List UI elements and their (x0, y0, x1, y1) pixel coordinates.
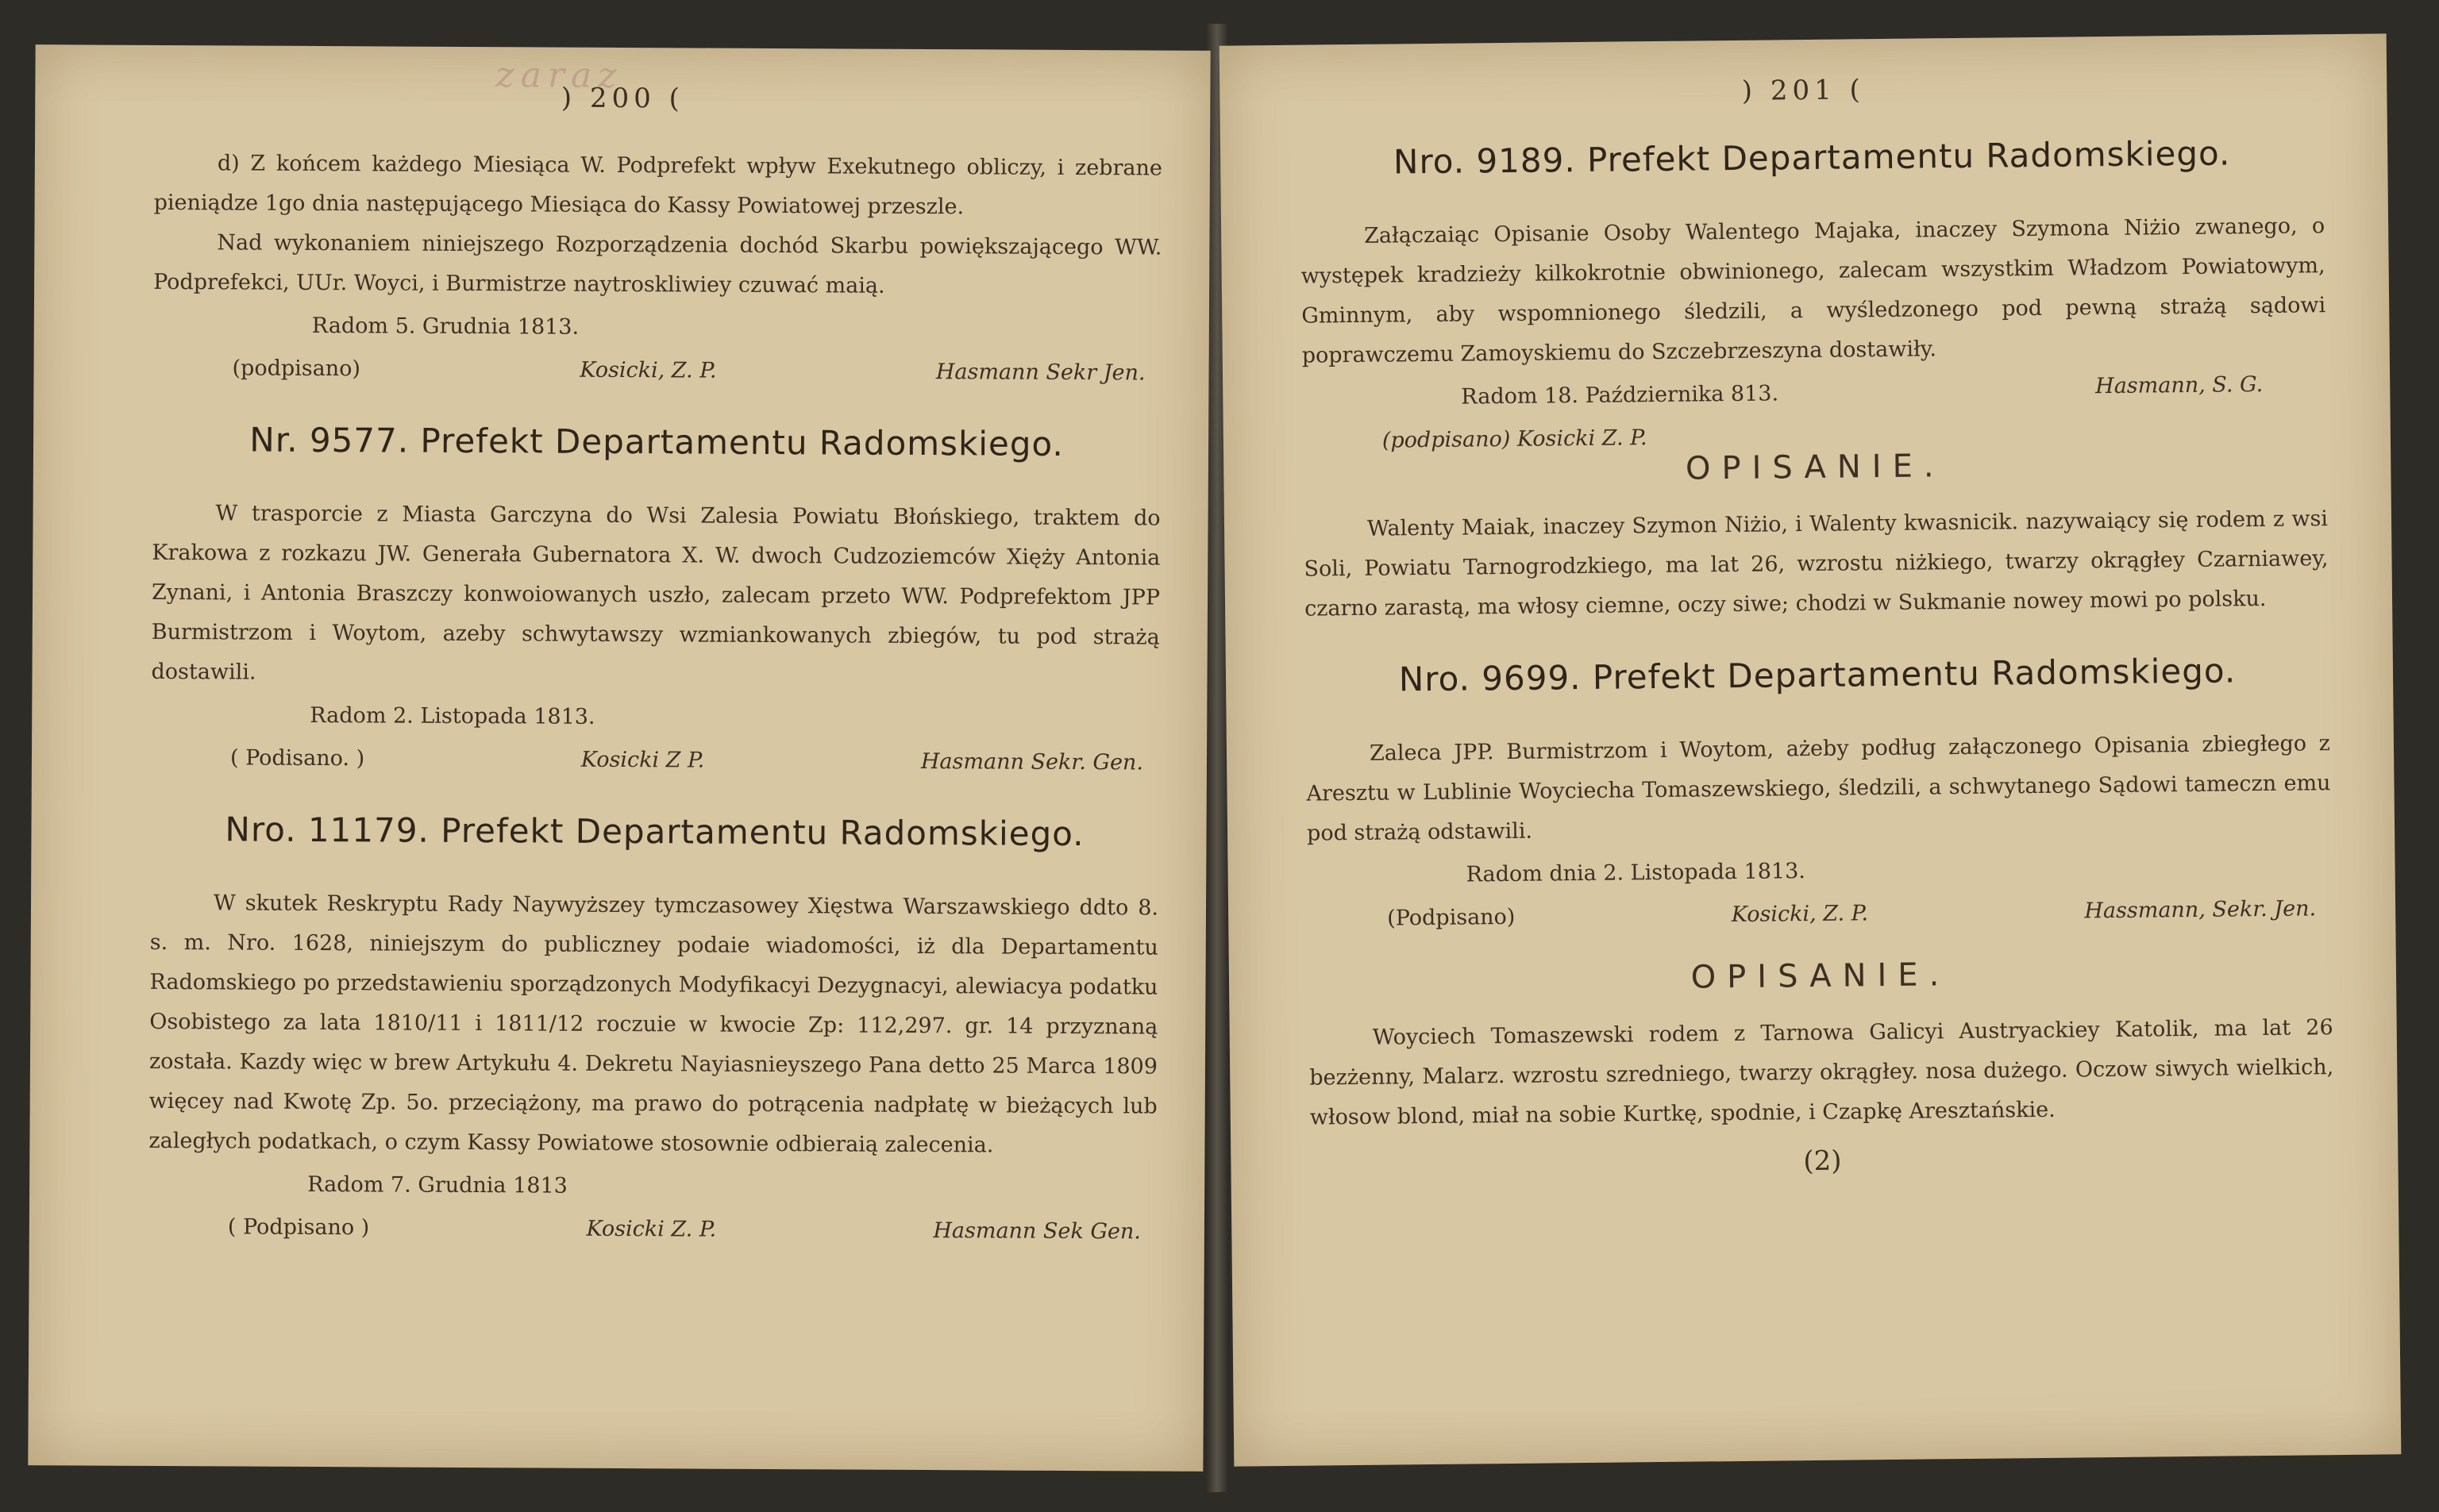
description-paragraph: Walenty Maiak, inaczey Szymon Niżio, i Walenty kwasnicik. nazywaiący się rodem z wsi Soli, Powiatu Tarnogrodzkiego, ma lat 26, wzrostu niżkiego, twarzy okrągłey Czarniawey, czarno zarastą, ma włosy ciemne, oczy siwe; chodzi w Sukmanie nowey mowi po polsku. (1304, 506, 2329, 621)
signature-line (148, 1207, 1157, 1252)
signature-secretary: Hassmann, Sekr. Jen. (2084, 896, 2317, 924)
decree-paragraph: d) Z końcem każdego Miesiąca W. Podprefekt wpływ Exekutnego obliczy, i zebrane pieniądze 1go dnia następującego Miesiąca do Kassy Powiatowej przeszle. (153, 151, 1162, 220)
decree-heading: Nro. 9699. Prefekt Departamentu Radomskiego. (1398, 651, 2237, 699)
decree-heading: Nro. 9189. Prefekt Departamentu Radomskiego. (1393, 133, 2231, 182)
decree-date: Radom 18. Października 813. (1461, 381, 1779, 410)
signature-label: ( Podpisano ) (227, 1214, 370, 1241)
ink-mark: zaraz (495, 55, 623, 97)
signature-label: (podpisano) (232, 356, 361, 382)
signature-name: Kosicki Z. P. (586, 1216, 717, 1242)
signature-mark: (2) (1803, 1145, 1842, 1178)
page-number-left: ) 200 ( (561, 82, 684, 115)
signature-secretary: Hasmann Sekr. Gen. (920, 748, 1144, 775)
signature-label: ( Podisano. ) (229, 745, 365, 771)
decree-heading: Nro. 11179. Prefekt Departamentu Radomskiego. (225, 810, 1085, 854)
decree-paragraph: W trasporcie z Miasta Garczyna do Wsi Zalesia Powiatu Błońskiego, traktem do Krakowa z rozkazu JW. Generała Gubernatora X. W. dwoch Cudzoziemców Xięży Antonia Zynani, i Antonia Braszczy konwoiowanych uszło, zalecam przeto WW. Podprefektom JPP Burmistrzom i Woytom, azeby schwytawszy wzmiankowanych zbiegów, tu pod strażą dostawili. (151, 501, 1161, 685)
signature-name: Kosicki, Z. P. (1731, 901, 1869, 928)
description-paragraph: Woyciech Tomaszewski rodem z Tarnowa Galicyi Austryackiey Katolik, ma lat 26 bezżenny, Malarz. wzrostu szredniego, twarzy okrągłey. nosa dużego. Oczow siwych wielkich, włosow blond, miał na sobie Kurtkę, spodnie, i Czapkę Aresztańskie. (1309, 1015, 2334, 1130)
signature-line (151, 738, 1159, 783)
decree-paragraph: Zaleca JPP. Burmistrzom i Woytom, ażeby podług załączonego Opisania zbiegłego z Aresztu w Lublinie Woyciecha Tomaszewskiego, śledzili, a schwytanego Sądowi tameczn emu pod strażą odstawili. (1306, 731, 2331, 846)
signature-secretary: Hasmann Sek Gen. (933, 1218, 1141, 1245)
right-page (1220, 33, 2402, 1466)
decree-date: Radom 2. Listopada 1813. (310, 702, 595, 729)
description-heading: OPISANIE. (1690, 956, 1951, 996)
right-page-content (1220, 132, 2399, 1183)
page-number-right: ) 201 ( (1741, 74, 1866, 107)
signature-name: (podpisano) Kosicki Z. P. (1381, 425, 1647, 453)
signature-secretary: Hasmann Sekr Jen. (935, 360, 1146, 386)
decree-date: Radom 7. Grudnia 1813 (307, 1172, 568, 1198)
decree-heading: Nr. 9577. Prefekt Departamentu Radomskiego. (249, 420, 1064, 464)
signature-line (1308, 889, 2332, 940)
left-page-content (29, 143, 1210, 1252)
decree-paragraph: W skutek Reskryptu Rady Naywyższey tymczasowey Xięstwa Warszawskiego ddto 8. s. m. Nro. 1628, niniejszym do publiczney podaie wiadomości, iż dla Departamentu Radomskiego po przedstawieniu sporządzonych Modyfikacyi Dezygnacyi, alewiacya podatku Osobistego za lata 1810/11 i 1811/12 roczuie w kwocie Zp: 112,297. gr. 14 przyznaną została. Kazdy więc w brew Artykułu 4. Dekretu Nayiasnieyszego Pana detto 25 Marca 1809 więcey nad Kwotę Zp. 5o. przeciążony, ma prawo do potrącenia nadpłatę w bieżących lub zaległych podatkach, o czym Kassy Powiatowe stosownie odbieraią zalecenia. (148, 891, 1159, 1158)
signature-label: (Podpisano) (1387, 904, 1516, 931)
signature-name: Kosicki Z P. (580, 747, 705, 773)
decree-paragraph: Załączaiąc Opisanie Osoby Walentego Majaka, inaczey Szymona Niżio zwanego, o występek kradzieży kilkokrotnie obwinionego, zalecam wszystkim Władzom Powiatowym, Gminnym, aby wspomnionego śledzili, a wyśledzonego pod pewną strażą sądowi poprawczemu Zamoyskiemu do Szczebrzeszyna dostawiły. (1300, 214, 2326, 368)
signature-secretary: Hasmann, S. G. (2095, 372, 2264, 399)
decree-paragraph: Nad wykonaniem niniejszego Rozporządzenia dochód Skarbu powiększającego WW. Podprefekci, UUr. Woyci, i Burmistrze naytroskliwiey czuwać maią. (153, 230, 1162, 298)
decree-date: Radom dnia 2. Listopada 1813. (1466, 859, 1806, 887)
description-heading: OPISANIE. (1685, 448, 1945, 487)
signature-line (152, 348, 1161, 394)
signature-name: Kosicki, Z. P. (580, 357, 717, 383)
decree-date: Radom 5. Grudnia 1813. (311, 313, 580, 340)
left-page (28, 44, 1210, 1472)
